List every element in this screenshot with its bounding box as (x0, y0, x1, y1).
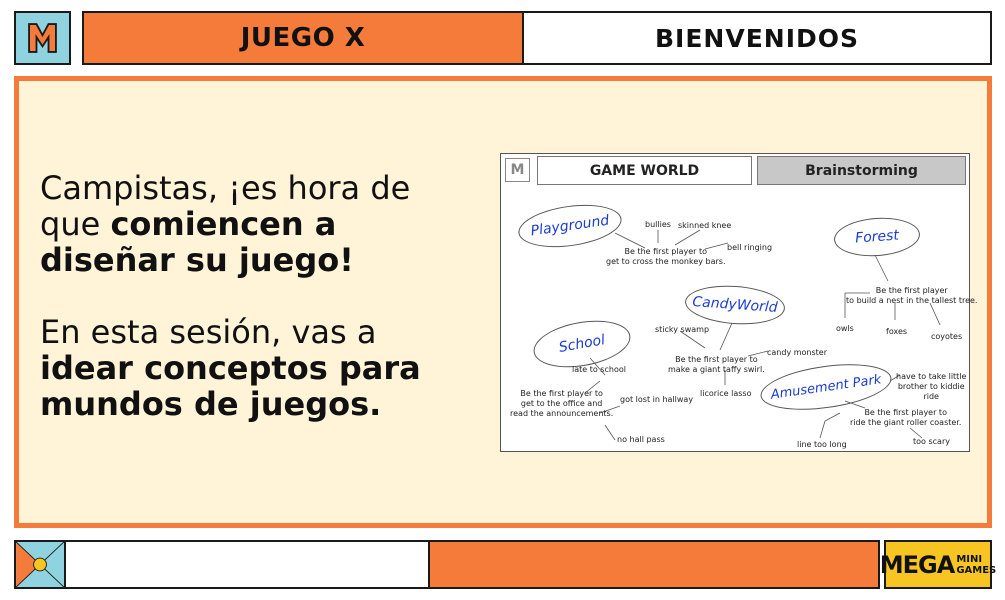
mini-tab-game-world: GAME WORLD (537, 156, 752, 185)
note-sticky-swamp: sticky swamp (655, 325, 710, 334)
note-late-to-school: late to school (572, 365, 626, 374)
note-foxes: foxes (886, 327, 908, 336)
node-candyworld: CandyWorld (684, 283, 786, 328)
note-too-scary: too scary (913, 437, 950, 446)
note-forest-goal: Be the first player to build a nest in the tallest tree. (846, 286, 978, 305)
intro-bold-1: comiencen a diseñar su juego! (40, 205, 354, 279)
mini-tab-brainstorming: Brainstorming (757, 156, 966, 185)
note-bell-ringing: bell ringing (727, 243, 773, 252)
footer-bar-orange (428, 540, 880, 589)
node-school: School (530, 314, 634, 374)
intro-paragraph-2 (40, 314, 470, 422)
footer-bar-white (64, 540, 430, 589)
logo-icon (14, 11, 71, 65)
note-candy-goal: Be the first player to make a giant taffy swirl. (668, 355, 765, 374)
note-bullies: bullies (645, 220, 671, 229)
note-park-goal: Be the first player to ride the giant roller coaster. (850, 408, 962, 427)
brand-games: GAMES (956, 564, 997, 576)
node-playground: Playground (516, 199, 625, 253)
welcome-title: BIENVENIDOS (522, 11, 992, 65)
note-school-goal: Be the first player to get to the office and read the announcements. (510, 389, 614, 418)
note-owls: owls (836, 324, 854, 333)
intro-copy (40, 170, 470, 458)
node-amusement-park: Amusement Park (758, 357, 895, 417)
note-skinned-knee: skinned knee (678, 221, 732, 230)
game-title: JUEGO X (82, 11, 524, 65)
brand-logo (879, 540, 997, 589)
node-forest: Forest (833, 215, 921, 259)
sun-icon (14, 540, 66, 589)
note-licorice-lasso: licorice lasso (700, 389, 752, 398)
intro-text-1: Campistas, ¡es hora de que (40, 169, 411, 243)
note-little-brother: have to take little brother to kiddie ride (896, 372, 967, 401)
intro-paragraph-1 (40, 170, 470, 278)
note-line-too-long: line too long (797, 440, 847, 449)
note-candy-monster: candy monster (767, 348, 827, 357)
intro-bold-2: idear conceptos para mundos de juegos. (40, 349, 421, 423)
brand-sub (956, 554, 996, 576)
note-no-hall-pass: no hall pass (617, 435, 665, 444)
brand-mini: MINI (956, 553, 983, 565)
brand-mega: MEGA (879, 550, 955, 579)
note-playground-goal: Be the first player to get to cross the monkey bars. (606, 247, 726, 266)
intro-text-2: En esta sesión, vas a (40, 313, 377, 351)
note-got-lost: got lost in hallway (620, 395, 694, 404)
note-coyotes: coyotes (931, 332, 963, 341)
mini-logo-icon: M (505, 158, 530, 182)
